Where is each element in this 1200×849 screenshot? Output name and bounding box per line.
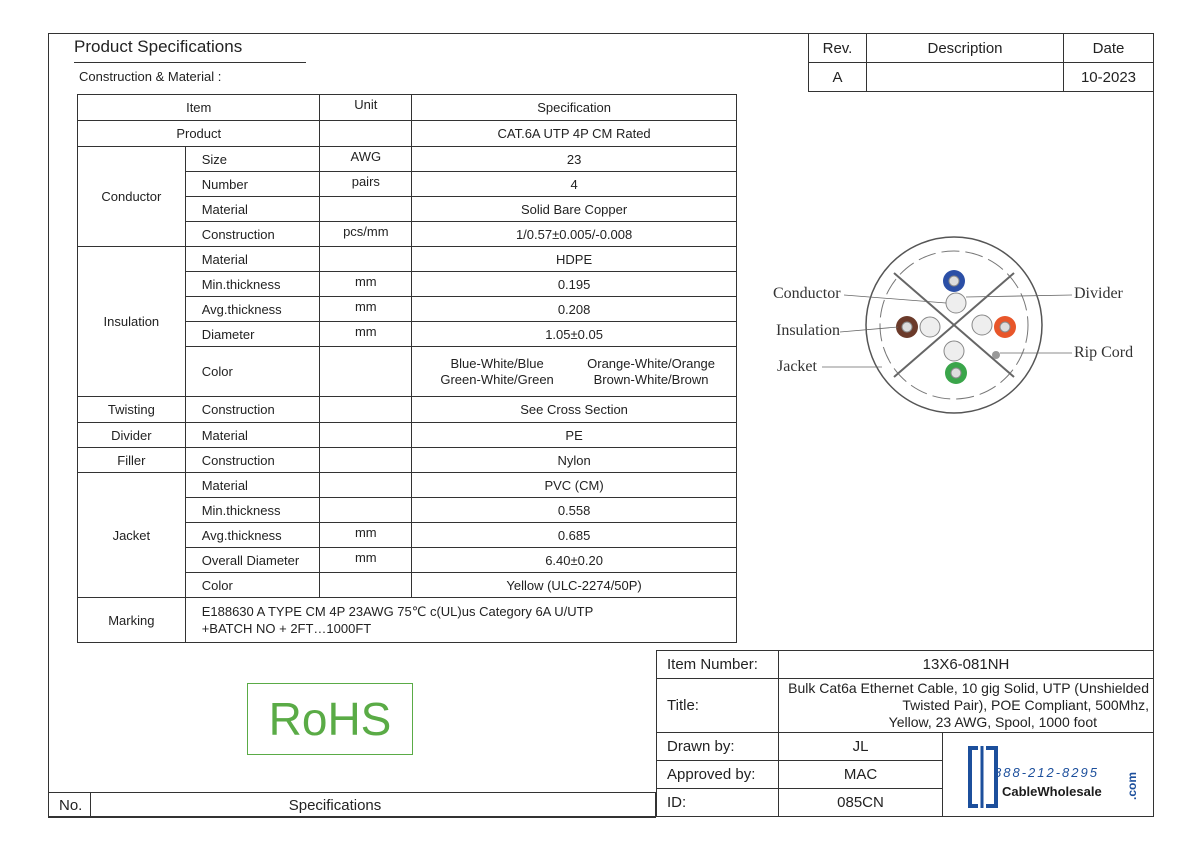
spec-row-value: 0.558 xyxy=(412,498,737,523)
item-number-value: 13X6-081NH xyxy=(779,651,1154,679)
title-underline xyxy=(74,62,306,63)
spec-row-unit: AWG xyxy=(320,147,412,172)
spec-row-value: 0.195 xyxy=(412,272,737,297)
date-header: Date xyxy=(1064,34,1154,63)
marking-line-1: E188630 A TYPE CM 4P 23AWG 75℃ c(UL)us Category 6A U/UTP xyxy=(201,604,594,619)
logo-phone: 888-212-8295 xyxy=(994,765,1099,780)
spec-row-name: Min.thickness xyxy=(185,498,320,523)
spec-row-name: Diameter xyxy=(185,322,320,347)
product-label: Product xyxy=(78,121,320,147)
marking-label: Marking xyxy=(78,598,186,643)
item-number-label: Item Number: xyxy=(657,651,779,679)
spec-row-value: Solid Bare Copper xyxy=(412,197,737,222)
spec-row-unit: mm xyxy=(320,548,412,573)
footer-table xyxy=(48,792,656,818)
color-pair-brown: Brown-White/Brown xyxy=(593,372,709,387)
no-label: No. xyxy=(49,793,91,818)
spec-row-name: Number xyxy=(185,172,320,197)
spec-row-name: Overall Diameter xyxy=(185,548,320,573)
item-header: Item xyxy=(78,95,320,121)
document-title: Product Specifications xyxy=(74,37,243,56)
color-pair-blue: Blue-White/Blue xyxy=(450,356,544,371)
spec-row-value: 1/0.57±0.005/-0.008 xyxy=(412,222,737,247)
specification-header: Specification xyxy=(412,95,737,121)
spec-row-name: Avg.thickness xyxy=(185,523,320,548)
spec-row-unit: mm xyxy=(320,272,412,297)
insulation-colors xyxy=(412,347,737,397)
jacket-label: Jacket xyxy=(78,473,186,598)
spec-row-value: 4 xyxy=(412,172,737,197)
id-label: ID: xyxy=(657,789,779,817)
spec-row-unit xyxy=(320,498,412,523)
color-pair-green: Green-White/Green xyxy=(440,372,554,387)
spec-row-value: HDPE xyxy=(412,247,737,272)
date-value: 10-2023 xyxy=(1064,63,1154,92)
spec-row-value: PE xyxy=(412,423,737,448)
divider-callout: Divider xyxy=(1074,285,1123,302)
blue-conductor-core xyxy=(949,276,959,286)
specification-table xyxy=(77,94,737,643)
rip-cord-callout: Rip Cord xyxy=(1074,344,1134,361)
spec-row-name: Material xyxy=(185,473,320,498)
spec-row-value: Nylon xyxy=(412,448,737,473)
conductor-callout: Conductor xyxy=(773,285,841,302)
title-line-3: Yellow, 23 AWG, Spool, 1000 foot xyxy=(888,714,1097,730)
orange-conductor-core xyxy=(1000,322,1010,332)
orange-white-conductor xyxy=(972,315,992,335)
spec-row-name: Color xyxy=(185,347,320,397)
approved-by-value: MAC xyxy=(779,761,943,789)
approved-by-label: Approved by: xyxy=(657,761,779,789)
spec-row-unit xyxy=(320,247,412,272)
spec-row-name: Material xyxy=(185,247,320,272)
marking-text xyxy=(185,598,736,643)
twisting-label: Twisting xyxy=(78,397,186,423)
title-line-1: Bulk Cat6a Ethernet Cable, 10 gig Solid, UTP (Unshielded xyxy=(788,680,1149,696)
drawn-by-value: JL xyxy=(779,733,943,761)
insulation-callout: Insulation xyxy=(776,322,840,339)
product-value: CAT.6A UTP 4P CM Rated xyxy=(412,121,737,147)
insulation-label: Insulation xyxy=(78,247,186,397)
spec-row-value: See Cross Section xyxy=(412,397,737,423)
spec-row-name: Construction xyxy=(185,397,320,423)
spec-row-name: Min.thickness xyxy=(185,272,320,297)
spec-row-unit xyxy=(320,473,412,498)
specifications-label: Specifications xyxy=(91,793,656,818)
spec-row-unit: pairs xyxy=(320,172,412,197)
spec-row-unit: mm xyxy=(320,297,412,322)
jacket-callout: Jacket xyxy=(777,358,817,375)
title-value xyxy=(779,679,1154,733)
brown-white-conductor xyxy=(920,317,940,337)
brown-conductor-core xyxy=(902,322,912,332)
rev-header: Rev. xyxy=(809,34,867,63)
spec-row-name: Avg.thickness xyxy=(185,297,320,322)
spec-row-unit xyxy=(320,573,412,598)
green-white-conductor xyxy=(944,341,964,361)
spec-row-value: 6.40±0.20 xyxy=(412,548,737,573)
description-header: Description xyxy=(867,34,1064,63)
conductor-label: Conductor xyxy=(78,147,186,247)
rohs-badge: RoHS xyxy=(247,683,413,755)
rip-cord xyxy=(992,351,1000,359)
spec-row-unit: pcs/mm xyxy=(320,222,412,247)
logo-com: .com xyxy=(1125,771,1139,800)
spec-row-value: 1.05±0.05 xyxy=(412,322,737,347)
color-pair-orange: Orange-White/Orange xyxy=(587,356,716,371)
marking-line-2: +BATCH NO + 2FT…1000FT xyxy=(201,621,372,636)
green-conductor-core xyxy=(951,368,961,378)
filler-label: Filler xyxy=(78,448,186,473)
revision-table xyxy=(808,33,1154,92)
spec-row-unit: mm xyxy=(320,523,412,548)
title-label: Title: xyxy=(657,679,779,733)
logo-name: CableWholesale xyxy=(1002,784,1102,799)
spec-row-value: 0.208 xyxy=(412,297,737,322)
spec-row-value: 23 xyxy=(412,147,737,172)
spec-row-name: Size xyxy=(185,147,320,172)
description-value xyxy=(867,63,1064,92)
spec-row-value: PVC (CM) xyxy=(412,473,737,498)
id-value: 085CN xyxy=(779,789,943,817)
spec-row-name: Material xyxy=(185,423,320,448)
divider-label: Divider xyxy=(78,423,186,448)
drawn-by-label: Drawn by: xyxy=(657,733,779,761)
spec-row-name: Color xyxy=(185,573,320,598)
spec-row-value: 0.685 xyxy=(412,523,737,548)
title-line-2: Twisted Pair), POE Compliant, 500Mhz, xyxy=(902,697,1149,713)
spec-row-unit: mm xyxy=(320,322,412,347)
spec-row-name: Material xyxy=(185,197,320,222)
blue-white-conductor xyxy=(946,293,966,313)
section-subtitle: Construction & Material : xyxy=(79,69,222,84)
spec-row-unit xyxy=(320,197,412,222)
unit-header: Unit xyxy=(320,95,412,121)
spec-row-name: Construction xyxy=(185,448,320,473)
rev-value: A xyxy=(809,63,867,92)
spec-row-value: Yellow (ULC-2274/50P) xyxy=(412,573,737,598)
spec-row-name: Construction xyxy=(185,222,320,247)
